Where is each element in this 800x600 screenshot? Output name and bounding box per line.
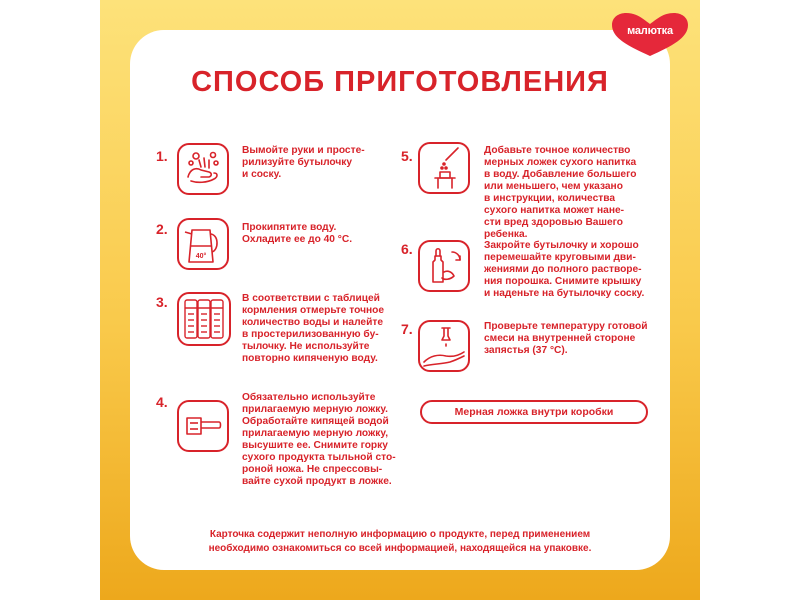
step-text: Закройте бутылочку и хорошо перемешайте круговыми дви- жениями до полного растворе- ния порошка. Снимите крышку и наденьте на бутылочку соску. (484, 240, 645, 299)
spoon-included-note: Мерная ложка внутри коробки (420, 400, 648, 424)
step-number: 6. (401, 241, 413, 257)
step-text: Вымойте руки и просте- рилизуйте бутылочку и соску. (242, 145, 365, 180)
disclaimer-footer: Карточка содержит неполную информацию о продукте, перед применением необходимо ознакомиться со всей информацией, находящейся на упаковке. (208, 529, 592, 554)
step-text: Проверьте температуру готовой смеси на внутренней стороне запястья (37 °С). (484, 321, 648, 356)
step-number: 5. (401, 148, 413, 164)
step-number: 3. (156, 294, 168, 310)
logo-text: малютка (627, 25, 673, 37)
step-number: 1. (156, 148, 168, 164)
hand-washing-icon (177, 143, 229, 195)
pouring-powder-icon (418, 142, 470, 194)
step-number: 4. (156, 394, 168, 410)
kettle-icon (177, 218, 229, 270)
temperature-check-icon (418, 320, 470, 372)
step-text: В соответствии с таблицей кормления отмерьте точное количество воды и налейте в простерилизованную бу- тылочку. Не используйте повторно кипяченую воду. (242, 293, 385, 364)
page-title: СПОСОБ ПРИГОТОВЛЕНИЯ (191, 66, 609, 98)
step-text: Обязательно используйте прилагаемую мерную ложку. Обработайте кипящей водой прилагаемую мерную ложку, высушите ее. Снимите горку сухого продукта тыльной сто- роной ножа. Не спрессовы- вайте сухой продукт в ложке. (242, 392, 396, 487)
step-number: 2. (156, 221, 168, 237)
brand-logo (610, 12, 690, 58)
measuring-spoon-icon (177, 400, 229, 452)
step-number: 7. (401, 321, 413, 337)
shaking-bottle-icon (418, 240, 470, 292)
step-text: Добавьте точное количество мерных ложек сухого напитка в воду. Добавление большего или меньшего, чем указано в инструкции, количества сухого напитка может нане- сти вред здоровью Вашего ребенка. (484, 145, 637, 240)
kettle-temperature-label: 40° (195, 253, 207, 260)
feeding-table-icon (177, 292, 231, 346)
step-text: Прокипятите воду. Охладите ее до 40 °С. (242, 222, 353, 245)
